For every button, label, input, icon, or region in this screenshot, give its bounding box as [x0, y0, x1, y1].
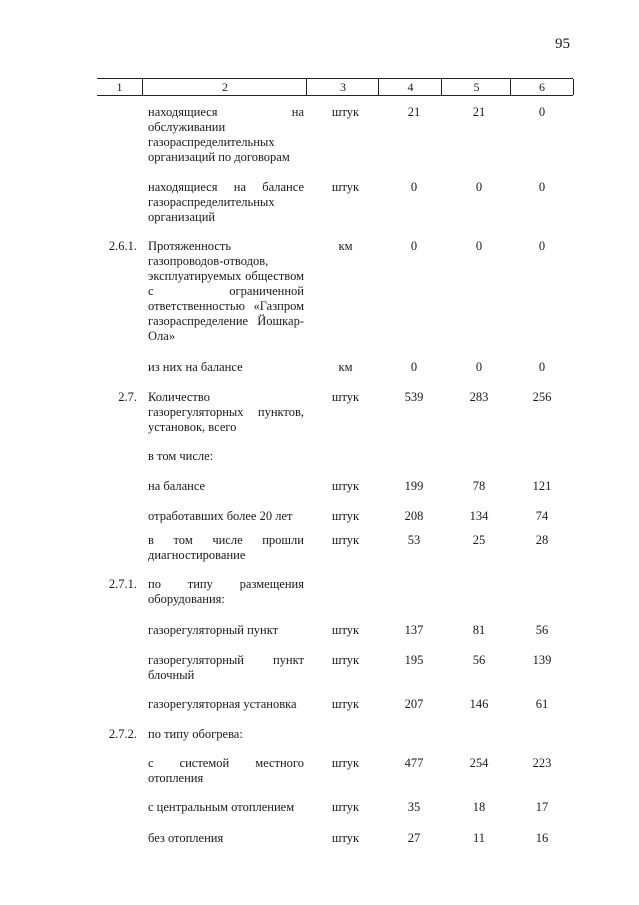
row-value-col6: 0 — [538, 239, 546, 253]
row-unit: штук — [331, 390, 360, 404]
row-value-col4: 539 — [404, 390, 424, 404]
row-value-col4: 0 — [410, 239, 418, 253]
row-value-col4: 208 — [404, 509, 424, 523]
row-number: 2.7. — [118, 390, 137, 404]
row-value-col5: 254 — [469, 756, 489, 770]
row-unit: штук — [331, 105, 360, 119]
row-value-col4: 53 — [407, 533, 421, 547]
row-value-col5: 56 — [472, 653, 486, 667]
header-cell-2: 2 — [142, 79, 307, 95]
header-cell-4: 4 — [378, 79, 442, 95]
row-unit: штук — [331, 479, 360, 493]
row-unit: штук — [331, 653, 360, 667]
row-name: по типу размещения оборудования: — [148, 577, 304, 606]
row-value-col5: 78 — [472, 479, 486, 493]
row-value-col4: 0 — [410, 360, 418, 374]
header-cell-5: 5 — [441, 79, 511, 95]
header-cell-6: 6 — [510, 79, 574, 95]
row-name: по типу обогрева: — [148, 727, 243, 741]
row-name: отработавших более 20 лет — [148, 509, 293, 523]
row-name: находящиеся на обслуживании газораспределительных организаций по договорам — [148, 105, 304, 164]
row-value-col4: 207 — [404, 697, 424, 711]
row-value-col5: 0 — [475, 180, 483, 194]
row-unit: км — [338, 360, 353, 374]
row-unit: км — [338, 239, 353, 253]
row-value-col6: 0 — [538, 105, 546, 119]
row-value-col5: 146 — [469, 697, 489, 711]
row-value-col5: 81 — [472, 623, 486, 637]
row-value-col6: 74 — [535, 509, 549, 523]
row-name: находящиеся на балансе газораспределительных организаций — [148, 180, 304, 224]
row-name: газорегуляторный пункт — [148, 623, 279, 637]
row-value-col4: 21 — [407, 105, 421, 119]
row-value-col6: 0 — [538, 360, 546, 374]
row-value-col6: 17 — [535, 800, 549, 814]
row-value-col6: 0 — [538, 180, 546, 194]
row-number: 2.7.1. — [108, 577, 137, 591]
row-number: 2.7.2. — [108, 727, 137, 741]
page-number: 95 — [555, 36, 570, 52]
row-value-col5: 11 — [472, 831, 486, 845]
row-unit: штук — [331, 831, 360, 845]
row-name: газорегуляторный пункт блочный — [148, 653, 304, 682]
row-value-col6: 121 — [532, 479, 552, 493]
row-unit: штук — [331, 623, 360, 637]
row-unit: штук — [331, 533, 360, 547]
row-unit: штук — [331, 697, 360, 711]
row-value-col6: 61 — [535, 697, 549, 711]
row-name: в том числе: — [148, 449, 214, 463]
row-name: газорегуляторная установка — [148, 697, 297, 711]
row-value-col4: 35 — [407, 800, 421, 814]
row-value-col4: 137 — [404, 623, 424, 637]
row-value-col5: 18 — [472, 800, 486, 814]
row-value-col5: 0 — [475, 239, 483, 253]
row-value-col6: 139 — [532, 653, 552, 667]
row-name: с системой местного отопления — [148, 756, 304, 785]
row-name: без отопления — [148, 831, 224, 845]
row-value-col4: 195 — [404, 653, 424, 667]
row-value-col5: 283 — [469, 390, 489, 404]
row-value-col4: 477 — [404, 756, 424, 770]
row-value-col6: 28 — [535, 533, 549, 547]
row-unit: штук — [331, 509, 360, 523]
row-value-col5: 0 — [475, 360, 483, 374]
row-value-col4: 0 — [410, 180, 418, 194]
header-cell-1: 1 — [116, 80, 123, 94]
row-name: в том числе прошли диагностирование — [148, 533, 304, 562]
row-name: из них на балансе — [148, 360, 243, 374]
header-cell-3: 3 — [306, 79, 379, 95]
row-value-col5: 25 — [472, 533, 486, 547]
row-value-col5: 21 — [472, 105, 486, 119]
row-value-col6: 56 — [535, 623, 549, 637]
row-name: с центральным отоплением — [148, 800, 295, 814]
row-value-col6: 223 — [532, 756, 552, 770]
row-unit: штук — [331, 800, 360, 814]
row-name: на балансе — [148, 479, 206, 493]
row-value-col6: 256 — [532, 390, 552, 404]
row-value-col6: 16 — [535, 831, 549, 845]
row-number: 2.6.1. — [108, 239, 137, 253]
row-value-col4: 199 — [404, 479, 424, 493]
row-value-col4: 27 — [407, 831, 421, 845]
row-unit: штук — [331, 756, 360, 770]
row-name: Количество газорегуляторных пунктов, установок, всего — [148, 390, 304, 434]
row-unit: штук — [331, 180, 360, 194]
row-name: Протяженность газопроводов-отводов, эксплуатируемых обществом с ограниченной ответственностью «Газпром газораспределение Йошкар-Ола» — [148, 239, 304, 343]
row-value-col5: 134 — [469, 509, 489, 523]
